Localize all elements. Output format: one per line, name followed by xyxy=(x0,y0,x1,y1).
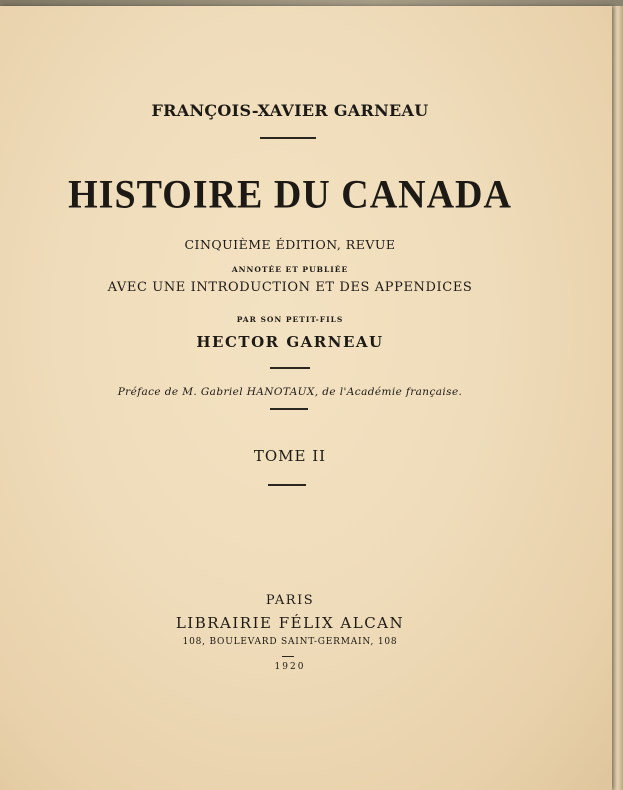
divider-author xyxy=(260,137,316,139)
imprint-address: 108, BOULEVARD SAINT-GERMAIN, 108 xyxy=(182,637,398,647)
title-page xyxy=(0,6,612,790)
annotation-note: ANNOTÉE ET PUBLIÉE xyxy=(231,265,349,274)
editor-name: HECTOR GARNEAU xyxy=(196,333,384,351)
page-edge xyxy=(612,6,623,790)
divider-editor xyxy=(270,367,310,369)
by-note: PAR SON PETIT-FILS xyxy=(236,315,344,324)
edition-line: CINQUIÈME ÉDITION, REVUE xyxy=(184,237,396,252)
divider-volume xyxy=(268,484,306,486)
author-name: FRANÇOIS-XAVIER GARNEAU xyxy=(151,101,429,120)
introduction-line: AVEC UNE INTRODUCTION ET DES APPENDICES xyxy=(107,280,473,295)
book-title: HISTOIRE DU CANADA xyxy=(68,172,512,218)
divider-imprint xyxy=(282,656,294,657)
volume-label: TOME II xyxy=(253,447,327,465)
divider-preface xyxy=(270,408,308,410)
preface-line: Préface de M. Gabriel HANOTAUX, de l'Académie française. xyxy=(117,386,463,398)
imprint-year: 1920 xyxy=(274,662,306,672)
imprint-publisher: LIBRAIRIE FÉLIX ALCAN xyxy=(175,614,405,632)
imprint-city: PARIS xyxy=(265,593,315,608)
